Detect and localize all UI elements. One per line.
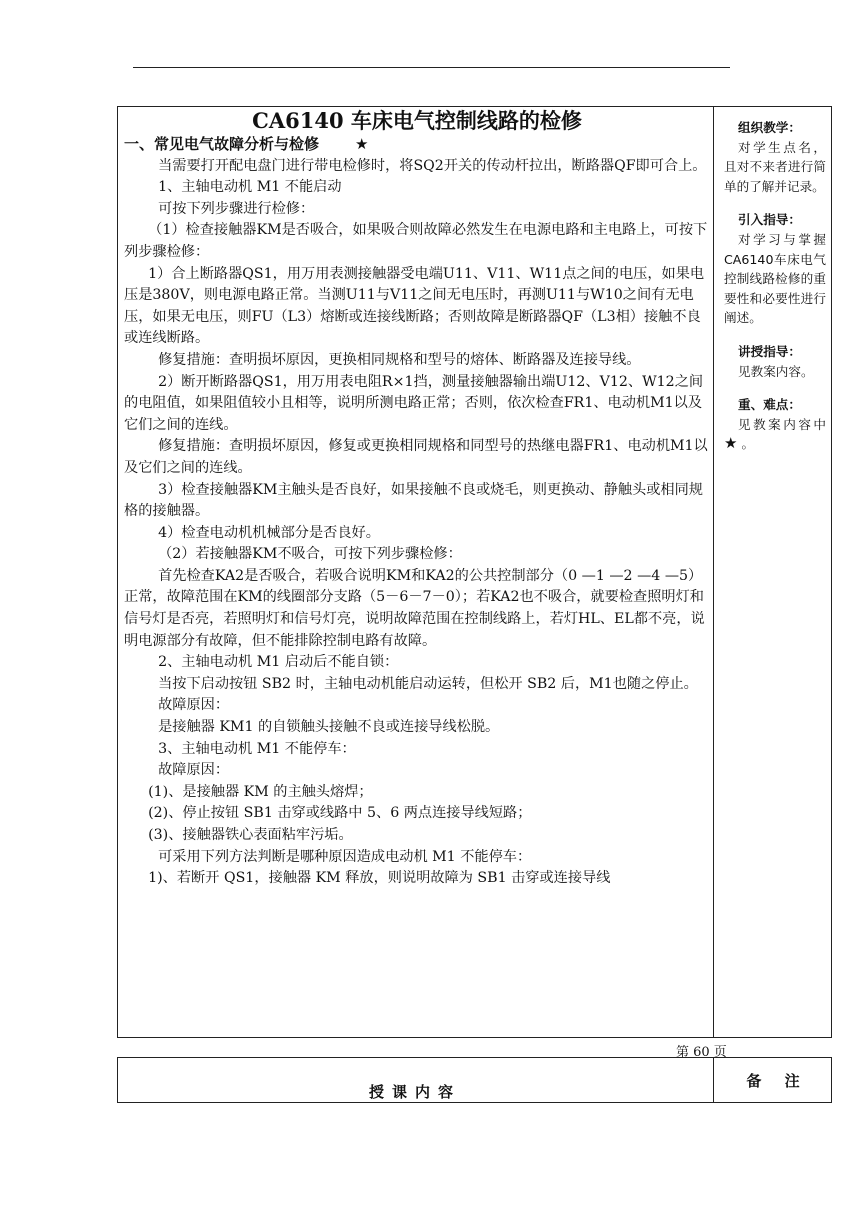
note-heading: 引入指导： (738, 212, 801, 228)
paragraph: 1)、若断开 QS1，接触器 KM 释放，则说明故障为 SB1 击穿或连接导线 (148, 870, 611, 887)
section-heading-text: 一、常见电气故障分析与检修 (124, 135, 320, 153)
note-introduce (724, 210, 826, 328)
paragraph: 4）检查电动机机械部分是否良好。 (158, 524, 380, 541)
paragraph: 故障原因： (158, 762, 230, 779)
paragraph: 首先检查KA2是否吸合，若吸合说明KM和KA2的公共控制部分（0 —1 —2 —4 —5）正常，故障范围在KM的线圈部分支路（5－6－7－0）；若KA2也不吸合，就要检查照明灯和信号灯是否亮，若照明灯和信号灯亮，说明故障范围在控制线路上，若灯HL、EL都不亮，说明电源部分有故障，但不能排除控制电路有故障。 (124, 567, 705, 649)
lesson-content (124, 108, 710, 890)
paragraph: (1)、是接触器 KM 的主触头熔焊； (148, 783, 373, 800)
note-heading: 讲授指导： (738, 343, 801, 359)
paragraph: 可按下列步骤进行检修： (158, 200, 315, 217)
paragraph: 修复措施：查明损坏原因，更换相同规格和型号的熔体、断路器及连接导线。 (158, 351, 641, 368)
note-body: 对学习与掌握CA6140车床电气控制线路检修的重要性和必要性进行阐述。 (724, 231, 826, 326)
star-icon: ★ (724, 434, 738, 453)
section-heading (124, 134, 710, 156)
paragraph: 故障原因： (158, 697, 230, 714)
paragraph: 3）检查接触器KM主触头是否良好，如果接触不良或烧毛，则更换动、静触头或相同规格的接触器。 (124, 481, 703, 520)
paragraph: 修复措施：查明损坏原因，修复或更换相同规格和同型号的热继电器FR1、电动机M1以及它们之间的连线。 (124, 438, 708, 476)
paragraph: 1）合上断路器QS1，用万用表测接触器受电端U11、V11、W11点之间的电压，如果电压是380V，则电源电路正常。当测U11与V11之间无电压时，再测U11与W10之间有无电压，如果无电压，则FU（L3）熔断或连接线断路；否则故障是断路器QF（L3相）接触不良或连线断路。 (124, 265, 705, 347)
paragraph: 1、主轴电动机 M1 不能启动 (158, 179, 342, 196)
note-body: 对学生点名，且对不来者进行简单的了解并记录。 (724, 139, 826, 194)
star-icon: ★ (355, 135, 369, 153)
paragraph: 3、主轴电动机 M1 不能停车： (158, 740, 356, 757)
note-organize (724, 118, 826, 196)
paragraph: （1）检查接触器KM是否吸合，如果吸合则故障必然发生在电源电路和主电路上，可按下列步骤检修： (124, 222, 708, 260)
note-body: 见教案内容。 (738, 363, 814, 379)
paragraph: 是接触器 KM1 的自锁触头接触不良或连接导线松脱。 (158, 719, 500, 736)
paragraph: (3)、接触器铁心表面粘牢污垢。 (148, 827, 353, 843)
column-divider (713, 106, 714, 1038)
note-body-tail: 。 (741, 436, 755, 452)
note-body-text: 见教案内容中 (738, 416, 826, 432)
paragraph: 2）断开断路器QS1，用万用表电阻R×1挡，测量接触器输出端U12、V12、W12之间的电阻值，如果阻值较小且相等，说明所测电路正常；否则，依次检查FR1、电动机M1以及它们之间的连线。 (124, 373, 704, 433)
notes-column-header: 备 注 (746, 1072, 800, 1090)
paragraph: 2、主轴电动机 M1 启动后不能自锁： (158, 654, 399, 671)
paragraph: 当需要打开配电盘门进行带电检修时，将SQ2开关的传动杆拉出，断路器QF即可合上。 (158, 157, 707, 174)
note-heading: 组织教学： (738, 120, 801, 135)
document-title: CA6140 车床电气控制线路的检修 (252, 108, 582, 133)
note-teaching (724, 342, 826, 381)
content-column-header: 授课内容 (368, 1083, 461, 1101)
paragraph: (2)、停止按钮 SB1 击穿或线路中 5、6 两点连接导线短路； (148, 805, 532, 822)
page-number: 第 60 页 (676, 1045, 727, 1060)
note-key-points (724, 395, 826, 454)
note-heading: 重、难点： (738, 397, 801, 413)
paragraph: 当按下启动按钮 SB2 时，主轴电动机能启动运转，但松开 SB2 后，M1也随之停止。 (158, 675, 698, 692)
notes-column (724, 118, 826, 468)
header-rule (133, 67, 730, 68)
paragraph: 可采用下列方法判断是哪种原因造成电动机 M1 不能停车： (158, 848, 532, 865)
note-body (724, 415, 826, 454)
paragraph: （2）若接触器KM不吸合，可按下列步骤检修： (158, 546, 462, 563)
